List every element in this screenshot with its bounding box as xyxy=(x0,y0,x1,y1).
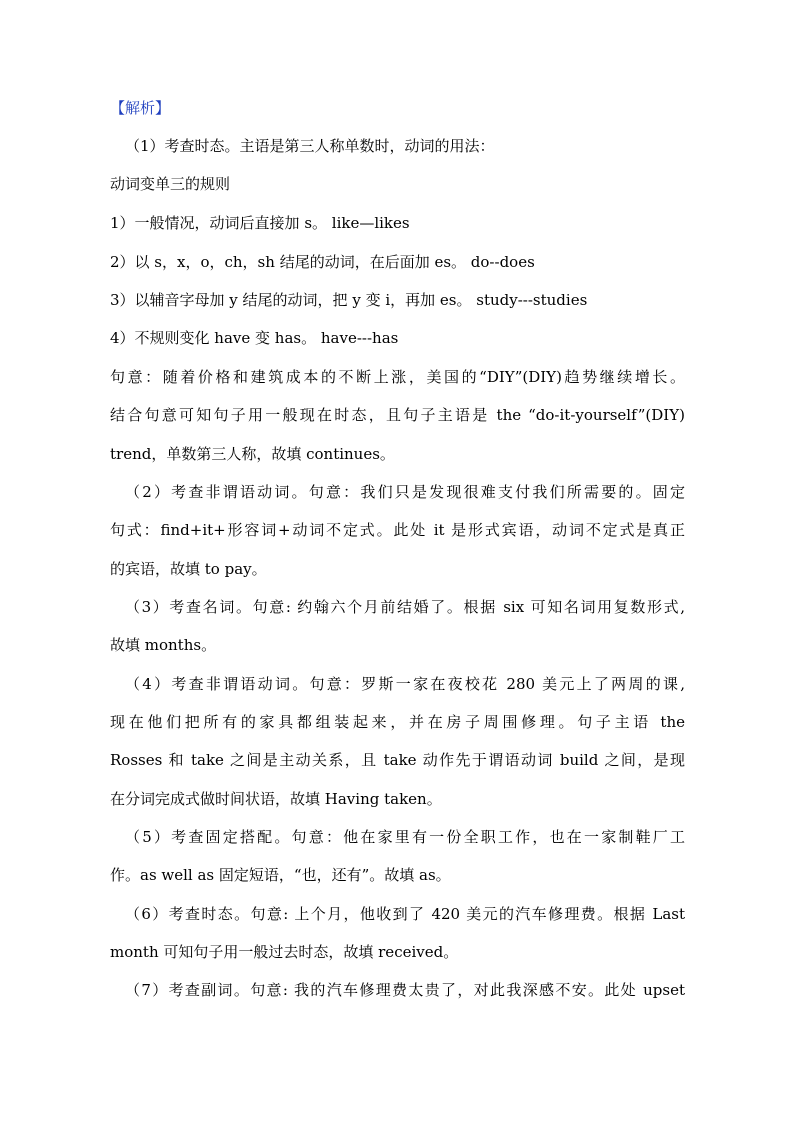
paragraph-line: （2）考查非谓语动词。句意：我们只是发现很难支付我们所需要的。固定 xyxy=(125,483,685,501)
paragraph-line: Rosses 和 take 之间是主动关系，且 take 动作先于谓语动词 build 之间，是现 xyxy=(110,751,685,769)
paragraph-line: （3）考查名词。句意: 约翰六个月前结婚了。根据 six 可知名词用复数形式, xyxy=(125,598,685,616)
section-heading: 【解析】 xyxy=(110,99,171,117)
paragraph-line: （6）考查时态。句意: 上个月，他收到了 420 美元的汽车修理费。根据 Last xyxy=(125,905,685,923)
paragraph-line: 句意：随着价格和建筑成本的不断上涨，美国的“DIY”(DIY)趋势继续增长。 xyxy=(110,368,685,386)
list-item: 3）以辅音字母加 y 结尾的动词，把 y 变 i，再加 es。 study---studies xyxy=(110,291,588,309)
paragraph-line: 动词变单三的规则 xyxy=(110,175,231,193)
list-item: 4）不规则变化 have 变 has。 have---has xyxy=(110,329,399,347)
paragraph-line: 的宾语，故填 to pay。 xyxy=(110,560,267,578)
paragraph-line: （5）考查固定搭配。句意：他在家里有一份全职工作，也在一家制鞋厂工 xyxy=(125,828,685,846)
paragraph-line: 故填 months。 xyxy=(110,636,217,654)
paragraph-line: 句式：find+it+形容词+动词不定式。此处 it 是形式宾语，动词不定式是真正 xyxy=(110,521,685,539)
paragraph-line: month 可知句子用一般过去时态，故填 received。 xyxy=(110,943,459,961)
paragraph-line: 结合句意可知句子用一般现在时态，且句子主语是 the “do-it-yourself”(DIY) xyxy=(110,406,685,424)
paragraph-line: （7）考查副词。句意: 我的汽车修理费太贵了，对此我深感不安。此处 upset xyxy=(125,981,685,999)
paragraph-line: trend，单数第三人称，故填 continues。 xyxy=(110,445,395,463)
paragraph-line: （4）考查非谓语动词。句意：罗斯一家在夜校花 280 美元上了两周的课, xyxy=(125,675,685,693)
paragraph-line: 在分词完成式做时间状语，故填 Having taken。 xyxy=(110,790,442,808)
paragraph-line: 现在他们把所有的家具都组装起来，并在房子周围修理。句子主语 the xyxy=(110,713,685,731)
paragraph-line: （1）考查时态。主语是第三人称单数时，动词的用法： xyxy=(125,137,495,155)
list-item: 1）一般情况，动词后直接加 s。 like—likes xyxy=(110,214,410,232)
paragraph-line: 作。as well as 固定短语，“也，还有”。故填 as。 xyxy=(110,866,451,884)
list-item: 2）以 s，x，o，ch，sh 结尾的动词，在后面加 es。 do--does xyxy=(110,253,535,271)
